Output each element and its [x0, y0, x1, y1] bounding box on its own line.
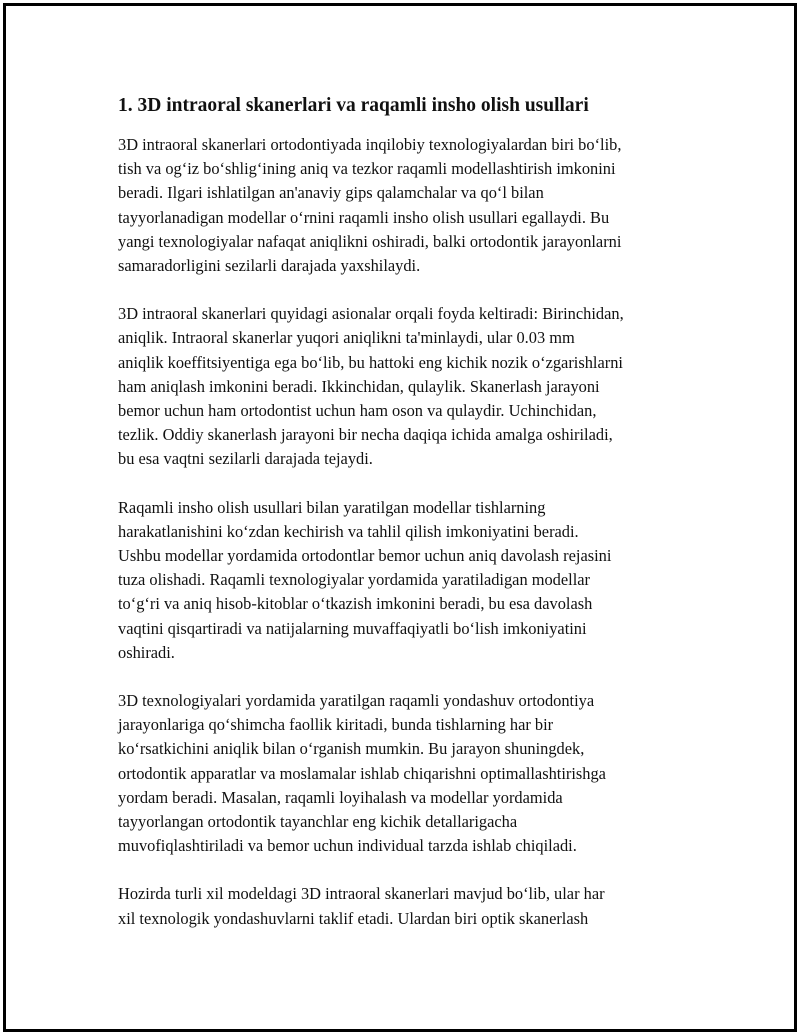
- text-line: tuza olishadi. Raqamli texnologiyalar yordamida yaratiladigan modellar: [118, 570, 590, 590]
- text-line: 3D texnologiyalari yordamida yaratilgan raqamli yondashuv ortodontiya: [118, 691, 595, 711]
- text-line: tezlik. Oddiy skanerlash jarayoni bir necha daqiqa ichida amalga oshiriladi,: [118, 425, 613, 445]
- text-line: ortodontik apparatlar va moslamalar ishlab chiqarishni optimallashtirishga: [118, 763, 606, 783]
- text-line: ko‘rsatkichini aniqlik bilan o‘rganish mumkin. Bu jarayon shuningdek,: [118, 739, 585, 759]
- text-line: xil texnologik yondashuvlarni taklif etadi. Ulardan biri optik skanerlash: [118, 908, 589, 928]
- text-line: 3D intraoral skanerlari quyidagi asionalar orqali foyda keltiradi: Birinchidan,: [118, 304, 624, 324]
- paragraph-intro: [118, 133, 690, 278]
- text-line: yangi texnologiyalar nafaqat aniqlikni oshiradi, balki ortodontik jarayonlarni: [118, 231, 622, 251]
- paragraph-benefits: [118, 302, 690, 471]
- text-line: muvofiqlashtiriladi va bemor uchun individual tarzda ishlab chiqiladi.: [118, 836, 577, 856]
- text-line: Hozirda turli xil modeldagi 3D intraoral skanerlari mavjud bo‘lib, ular har: [118, 884, 605, 904]
- text-line: aniqlik koeffitsiyentiga ega bo‘lib, bu hattoki eng kichik nozik o‘zgarishlarni: [118, 352, 623, 372]
- text-line: Ushbu modellar yordamida ortodontlar bemor uchun aniq davolash rejasini: [118, 546, 612, 566]
- text-line: vaqtini qisqartiradi va natijalarning muvaffaqiyatli bo‘lish imkoniyatini: [118, 618, 587, 638]
- text-line: tayyorlangan ortodontik tayanchlar eng kichik detallarigacha: [118, 812, 518, 832]
- text-line: harakatlanishini ko‘zdan kechirish va tahlil qilish imkoniyatini beradi.: [118, 521, 579, 541]
- text-line: jarayonlariga qo‘shimcha faollik kiritadi, bunda tishlarning har bir: [118, 715, 554, 735]
- text-line: oshiradi.: [118, 642, 175, 662]
- text-line: beradi. Ilgari ishlatilgan an'anaviy gips qalamchalar va qo‘l bilan: [118, 183, 544, 203]
- text-line: to‘g‘ri va aniq hisob-kitoblar o‘tkazish imkonini beradi, bu esa davolash: [118, 594, 593, 614]
- text-line: tish va og‘iz bo‘shlig‘ining aniq va tezkor raqamli modellashtirish imkonini: [118, 159, 616, 179]
- text-line: ham aniqlash imkonini beradi. Ikkinchidan, qulaylik. Skanerlash jarayoni: [118, 376, 600, 396]
- text-line: yordam beradi. Masalan, raqamli loyihalash va modellar yordamida: [118, 787, 563, 807]
- paragraph-3d-approach: [118, 689, 690, 858]
- document-body: [118, 92, 690, 955]
- paragraph-digital-models: [118, 496, 690, 665]
- text-line: bu esa vaqtni sezilarli darajada tejaydi.: [118, 449, 373, 469]
- text-line: 3D intraoral skanerlari ortodontiyada inqilobiy texnologiyalardan biri bo‘lib,: [118, 135, 622, 154]
- text-line: aniqlik. Intraoral skanerlar yuqori aniqlikni ta'minlaydi, ular 0.03 mm: [118, 328, 575, 348]
- text-line: samaradorligini sezilarli darajada yaxshilaydi.: [118, 256, 421, 276]
- paragraph-scanner-types: [118, 882, 690, 930]
- section-heading: 1. 3D intraoral skanerlari va raqamli insho olish usullari: [118, 95, 589, 116]
- text-line: tayyorlanadigan modellar o‘rnini raqamli insho olish usullari egallaydi. Bu: [118, 207, 610, 227]
- text-line: Raqamli insho olish usullari bilan yaratilgan modellar tishlarning: [118, 497, 546, 517]
- text-line: bemor uchun ham ortodontist uchun ham oson va qulaydir. Uchinchidan,: [118, 401, 597, 421]
